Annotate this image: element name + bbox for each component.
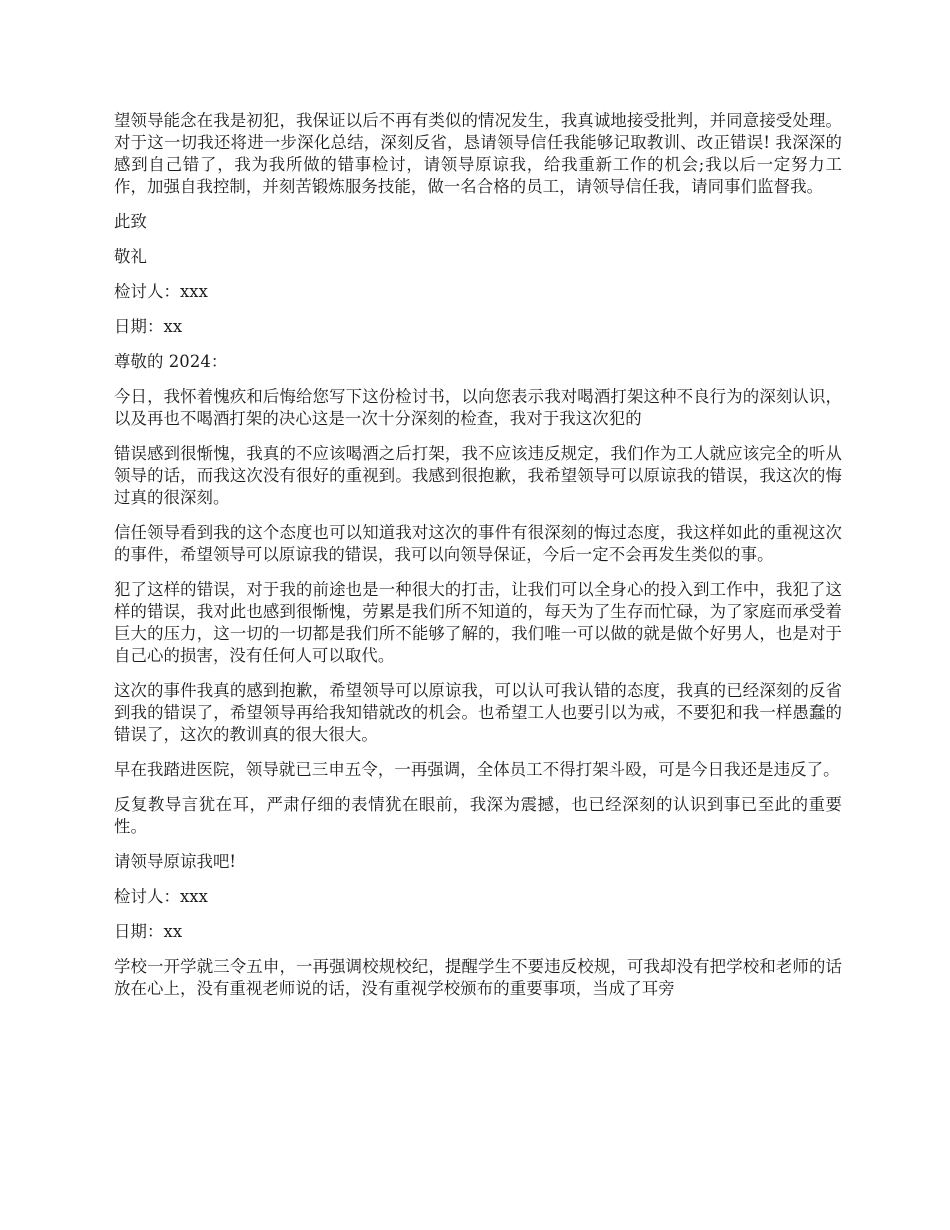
paragraph-intro: 今日，我怀着愧疚和后悔给您写下这份检讨书，以向您表示我对喝酒打架这种不良行为的深刻认识，以及再也不喝酒打架的决心这是一次十分深刻的检查，我对于我这次犯的 <box>114 387 842 428</box>
paragraph-teaching: 反复教导言犹在耳，严肃仔细的表情犹在眼前，我深为震撼，也已经深刻的认识到事已至此的重要性。 <box>114 795 842 836</box>
paragraph-sorry: 这次的事件我真的感到抱歉，希望领导可以原谅我，可以认可我认错的态度，我真的已经深刻的反省到我的错误了，希望领导再给我知错就改的机会。也希望工人也要引以为戒，不要犯和我一样愚蠢的错误了，这次的教训真的很大很大。 <box>114 681 842 744</box>
document-body <box>114 110 842 1013</box>
date-line: 日期：xx <box>114 317 183 336</box>
paragraph-plea: 请领导原谅我吧! <box>114 852 237 871</box>
paragraph-apology-closing: 望领导能念在我是初犯，我保证以后不再有类似的情况发生，我真诚地接受批判，并同意接受处理。对于这一切我还将进一步深化总结，深刻反省，恳请领导信任我能够记取教训、改正错误! 我深深的感到自己错了，我为我所做的错事检讨，请领导原谅我，给我重新工作的机会;我以后一定努力工作，加强自我控制，并刻苦锻炼服务技能，做一名合格的员工，请领导信任我，请同事们监督我。 <box>114 111 842 196</box>
signer-line: 检讨人：xxx <box>114 887 208 906</box>
salutation-jingli: 敬礼 <box>114 247 147 266</box>
paragraph-trust: 信任领导看到我的这个态度也可以知道我对这次的事件有很深刻的悔过态度，我这样如此的重视这次的事件，希望领导可以原谅我的错误，我可以向领导保证，今后一定不会再发生类似的事。 <box>114 523 842 564</box>
paragraph-regret: 错误感到很惭愧，我真的不应该喝酒之后打架，我不应该违反规定，我们作为工人就应该完全的听从领导的话，而我这次没有很好的重视到。我感到很抱歉，我希望领导可以原谅我的错误，我这次的悔过真的很深刻。 <box>114 444 842 507</box>
date-line: 日期：xx <box>114 922 183 941</box>
paragraph-school: 学校一开学就三令五申，一再强调校规校纪，提醒学生不要违反校规，可我却没有把学校和老师的话放在心上，没有重视老师说的话，没有重视学校颁布的重要事项，当成了耳旁 <box>114 957 842 998</box>
signer-line: 检讨人：xxx <box>114 282 208 301</box>
paragraph-hospital: 早在我踏进医院，领导就已三申五令，一再强调，全体员工不得打架斗殴，可是今日我还是违反了。 <box>114 760 840 779</box>
greeting-line: 尊敬的 2024： <box>114 352 228 371</box>
paragraph-consequence: 犯了这样的错误，对于我的前途也是一种很大的打击，让我们可以全身心的投入到工作中，我犯了这样的错误，我对此也感到很惭愧，劳累是我们所不知道的，每天为了生存而忙碌，为了家庭而承受着巨大的压力，这一切的一切都是我们所不能够了解的，我们唯一可以做的就是做个好男人，也是对于自己心的损害，没有任何人可以取代。 <box>114 580 842 665</box>
salutation-cizhi: 此致 <box>114 212 147 231</box>
